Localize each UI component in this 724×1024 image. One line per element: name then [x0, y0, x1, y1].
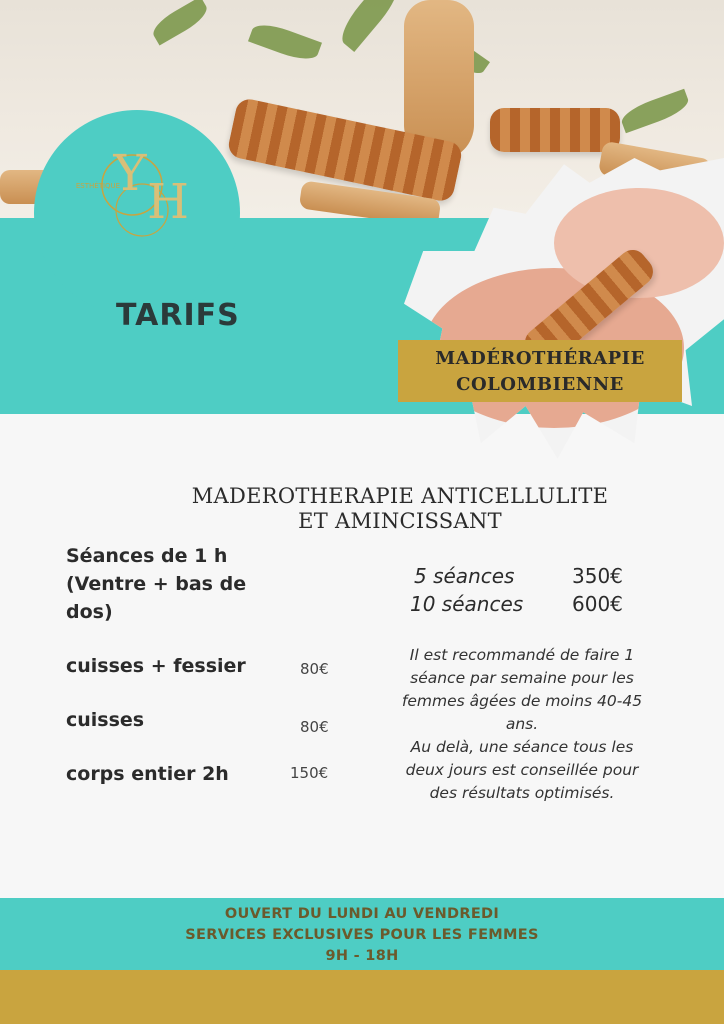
service-label: corps entier 2h: [66, 763, 229, 785]
advice-line: deux jours est conseillée pour: [405, 761, 639, 779]
sessions-label-line2: (Ventre + bas de: [66, 573, 247, 595]
page-title: TARIFS: [116, 298, 240, 333]
plant-leaf: [334, 0, 405, 52]
section-title-line2: ET AMINCISSANT: [298, 509, 502, 533]
banner-line1: MADÉROTHÉRAPIE: [435, 348, 645, 369]
svg-text:ESTHÉTIQUE: ESTHÉTIQUE: [75, 182, 121, 190]
services-note: SERVICES EXCLUSIVES POUR LES FEMMES: [185, 927, 539, 943]
footer-gold-band: [0, 970, 724, 1024]
service-label: cuisses: [66, 709, 145, 731]
package-label: 10 séances: [410, 592, 524, 616]
opening-days: OUVERT DU LUNDI AU VENDREDI: [224, 906, 500, 922]
wooden-roller: [490, 108, 620, 152]
section-title: [150, 484, 650, 534]
advice-line: Il est recommandé de faire 1: [409, 646, 635, 664]
footer-info: [0, 904, 724, 967]
package-label: 5 séances: [414, 564, 515, 588]
sessions-label-line1: Séances de 1 h: [66, 545, 228, 567]
logo-monogram: [72, 140, 212, 250]
plant-leaf: [248, 19, 322, 65]
package-price: 350€: [572, 564, 623, 588]
advice-line: ans.: [505, 715, 539, 733]
svg-text:H: H: [147, 174, 189, 230]
service-banner: [398, 340, 682, 402]
service-label: cuisses + fessier: [66, 655, 246, 677]
package-price: 600€: [572, 592, 623, 616]
section-title-line1: MADEROTHERAPIE ANTICELLULITE: [191, 484, 609, 508]
plant-leaf: [149, 0, 212, 46]
opening-hours: 9H - 18H: [325, 948, 399, 964]
sessions-label-line3: dos): [66, 601, 113, 623]
sessions-label: [66, 542, 246, 626]
service-price: 80€: [300, 660, 329, 678]
svg-text:Y: Y: [113, 144, 147, 202]
plant-leaf: [618, 89, 691, 134]
service-price: 80€: [300, 718, 329, 736]
advice-line: Au delà, une séance tous les: [410, 738, 634, 756]
advice-line: femmes âgées de moins 40-45: [401, 692, 643, 710]
advice-line: séance par semaine pour les: [410, 669, 634, 687]
advice-text: [352, 644, 692, 805]
advice-line: des résultats optimisés.: [429, 784, 615, 802]
service-price: 150€: [290, 764, 329, 782]
banner-line2: COLOMBIENNE: [456, 374, 624, 395]
